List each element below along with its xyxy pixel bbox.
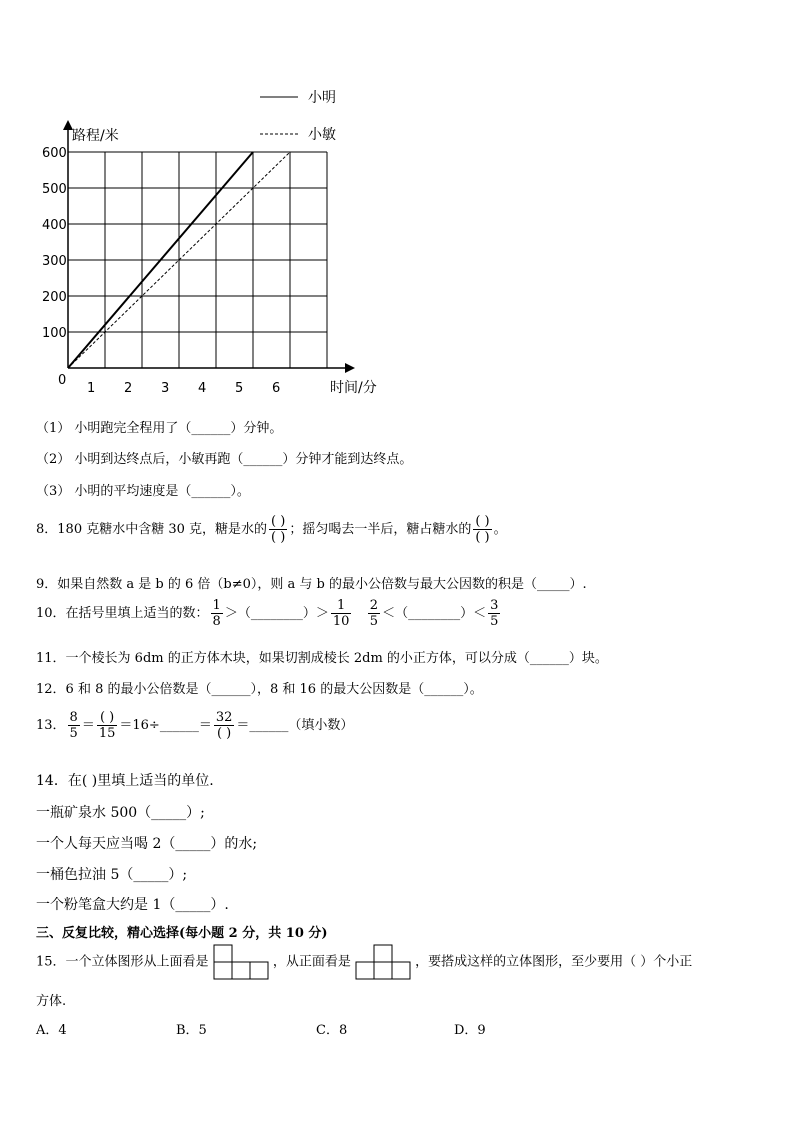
legend-label: 小明 [308, 90, 336, 106]
y-tick-label: 400 [42, 218, 67, 233]
q14-line-4: 一个粉笔盒大约是 1（_____）. [36, 897, 229, 913]
y-tick-label: 300 [42, 254, 67, 269]
x-axis-arrow [345, 363, 355, 373]
q15-line-2: 方体. [36, 994, 67, 1009]
distance-time-chart [0, 0, 794, 400]
x-tick-label: 1 [87, 381, 96, 396]
q7-sub1: （1） 小明跑完全程用了（______）分钟。 [36, 421, 283, 436]
q8-fraction-1: $\frac{( )}{( )}$ [271, 514, 286, 545]
x-tick-label: 3 [161, 381, 170, 396]
q8-fraction-2: $\frac{( )}{( )}$ [475, 514, 490, 545]
question-11: 11．一个棱长为 6dm 的正方体木块，如果切割成棱长 2dm 的小正方体，可以分成（______）块。 [36, 651, 608, 666]
chart-axes [63, 120, 355, 373]
x-tick-label: 4 [198, 381, 207, 396]
y-tick-label: 500 [42, 182, 67, 197]
front-view-figure [355, 944, 411, 980]
question-8: 8．180 克糖水中含糖 30 克，糖是水的 $\frac{( )}{( )}$ ；摇匀喝去一半后，糖占糖水的 $\frac{( )}{( )}$ 。 [36, 514, 507, 545]
section-3-heading: 三、反复比较，精心选择(每小题 2 分，共 10 分) [36, 926, 328, 941]
y-tick-label: 200 [42, 290, 67, 305]
y-tick-label: 600 [42, 146, 67, 161]
question-9: 9．如果自然数 a 是 b 的 6 倍（b≠0），则 a 与 b 的最小公倍数与最大公因数的积是（_____）. [36, 577, 587, 592]
legend-label: 小敏 [308, 127, 336, 143]
y-axis-label: 路程/米 [72, 128, 119, 144]
q7-sub2: （2） 小明到达终点后，小敏再跑（______）分钟才能到达终点。 [36, 452, 413, 467]
option-a: A．4 [36, 1023, 67, 1038]
option-c: C．8 [316, 1023, 348, 1038]
x-tick-label: 5 [235, 381, 244, 396]
question-15: 15．一个立体图形从上面看是 ，从正面看是 ，要搭成这样的立体图形，至少要用（ ）个小正 [36, 944, 692, 980]
x-tick-label: 6 [272, 381, 281, 396]
x-tick-label: 2 [124, 381, 133, 396]
q7-sub3: （3） 小明的平均速度是（______）。 [36, 484, 250, 499]
top-view-figure [213, 944, 269, 980]
origin-label: 0 [58, 373, 67, 388]
q14-line-2: 一个人每天应当喝 2（_____）的水; [36, 836, 258, 852]
option-d: D．9 [454, 1023, 486, 1038]
question-13: 13． $\frac{8}{5}$ ＝ $\frac{( )}{15}$ ＝16÷______＝ $\frac{32}{( )}$ ＝______（填小数） [36, 710, 354, 741]
x-axis-label: 时间/分 [330, 380, 377, 396]
q14-line-3: 一桶色拉油 5（_____）; [36, 867, 188, 883]
question-10: 10．在括号里填上适当的数： $\frac{1}{8}$ ＞（________）＞ $\frac{1}{10}$ $\frac{2}{5}$ ＜（________）＜ $\frac{3}{5}$ [36, 598, 499, 629]
question-14-title: 14．在( )里填上适当的单位. [36, 773, 214, 789]
question-12: 12．6 和 8 的最小公倍数是（______），8 和 16 的最大公因数是（______）。 [36, 682, 483, 697]
chart-grid [68, 152, 327, 368]
option-b: B．5 [176, 1023, 207, 1038]
q14-line-1: 一瓶矿泉水 500（_____）; [36, 805, 205, 821]
y-tick-label: 100 [42, 326, 67, 341]
